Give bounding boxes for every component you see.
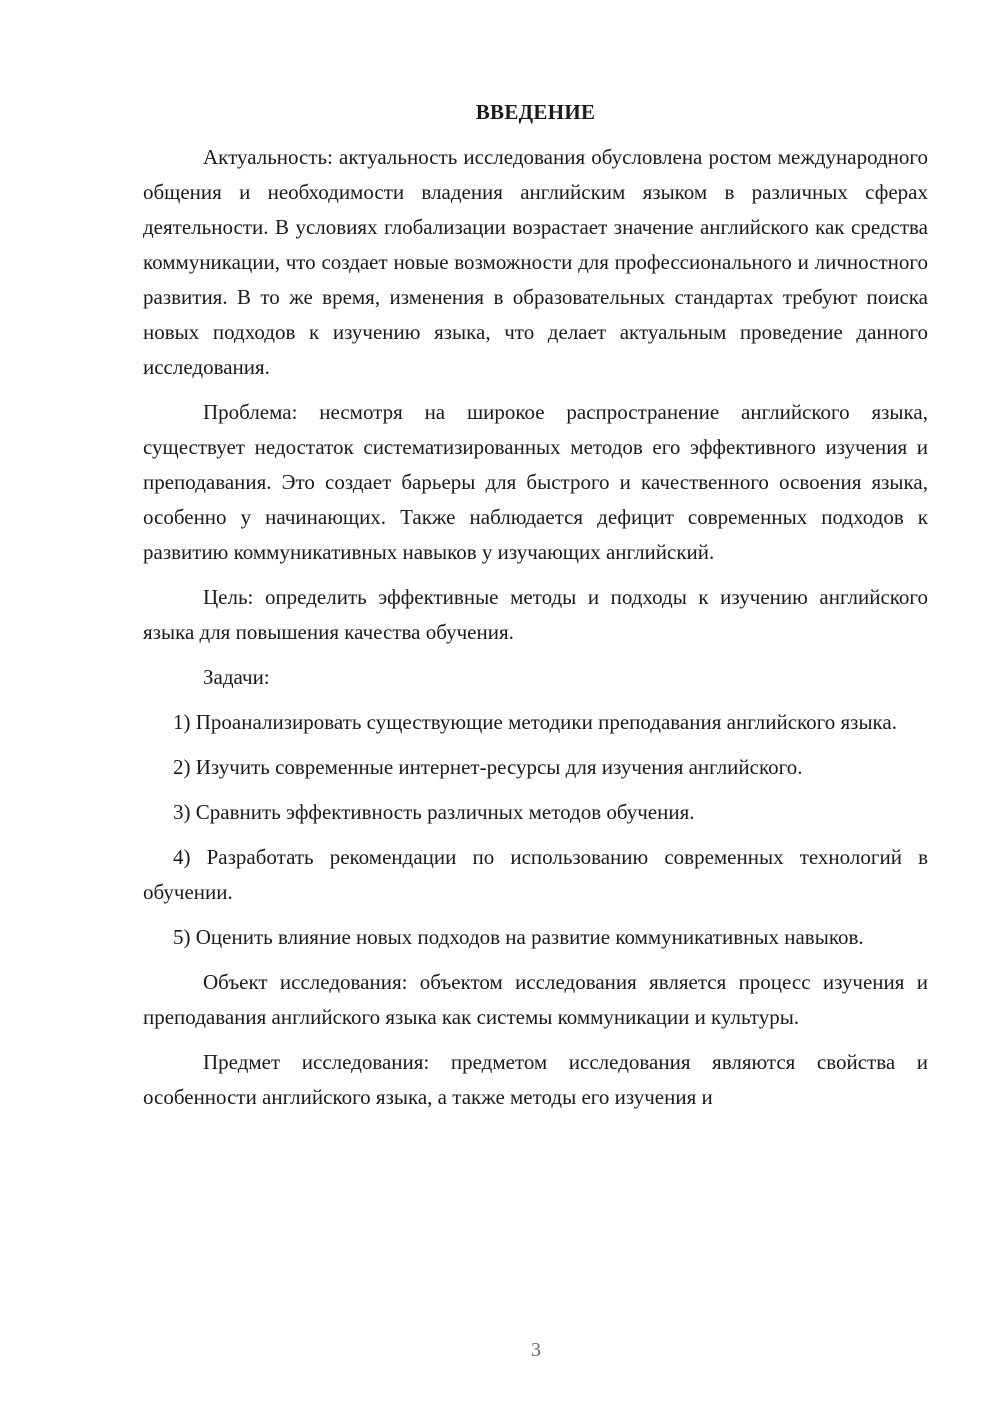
goal-paragraph: Цель: определить эффективные методы и подходы к изучению английского языка для повышения качества обучения. <box>143 585 928 644</box>
task-item-1: 1) Проанализировать существующие методики преподавания английского языка. <box>173 710 898 734</box>
task-item-5: 5) Оценить влияние новых подходов на развитие коммуникативных навыков. <box>173 925 864 949</box>
relevance-paragraph: Актуальность: актуальность исследования обусловлена ростом международного общения и необходимости владения английским языком в различных сферах деятельности. В условиях глобализации возрастает значение английского как средства коммуникации, что создает новые возможности для профессионального и личностного развития. В то же время, изменения в образовательных стандартах требуют поиска новых подходов к изучению языка, что делает актуальным проведение данного исследования. <box>143 145 928 379</box>
section-heading: ВВЕДЕНИЕ <box>475 100 596 124</box>
problem-paragraph: Проблема: несмотря на широкое распространение английского языка, существует недостаток систематизированных методов его эффективного изучения и преподавания. Это создает барьеры для быстрого и качественного освоения языка, особенно у начинающих. Также наблюдается дефицит современных подходов к развитию коммуникативных навыков у изучающих английский. <box>143 400 928 564</box>
task-item-2: 2) Изучить современные интернет-ресурсы для изучения английского. <box>173 755 803 779</box>
subject-paragraph: Предмет исследования: предметом исследования являются свойства и особенности английского языка, а также методы его изучения и <box>143 1050 928 1109</box>
task-item-4: 4) Разработать рекомендации по использованию современных технологий в обучении. <box>143 845 928 904</box>
tasks-label: Задачи: <box>203 665 270 689</box>
page-number: 3 <box>531 1339 541 1361</box>
tasks-list <box>143 705 928 955</box>
page-content <box>143 95 928 1125</box>
task-item-3: 3) Сравнить эффективность различных методов обучения. <box>173 800 695 824</box>
object-paragraph: Объект исследования: объектом исследования является процесс изучения и преподавания английского языка как системы коммуникации и культуры. <box>143 970 928 1029</box>
